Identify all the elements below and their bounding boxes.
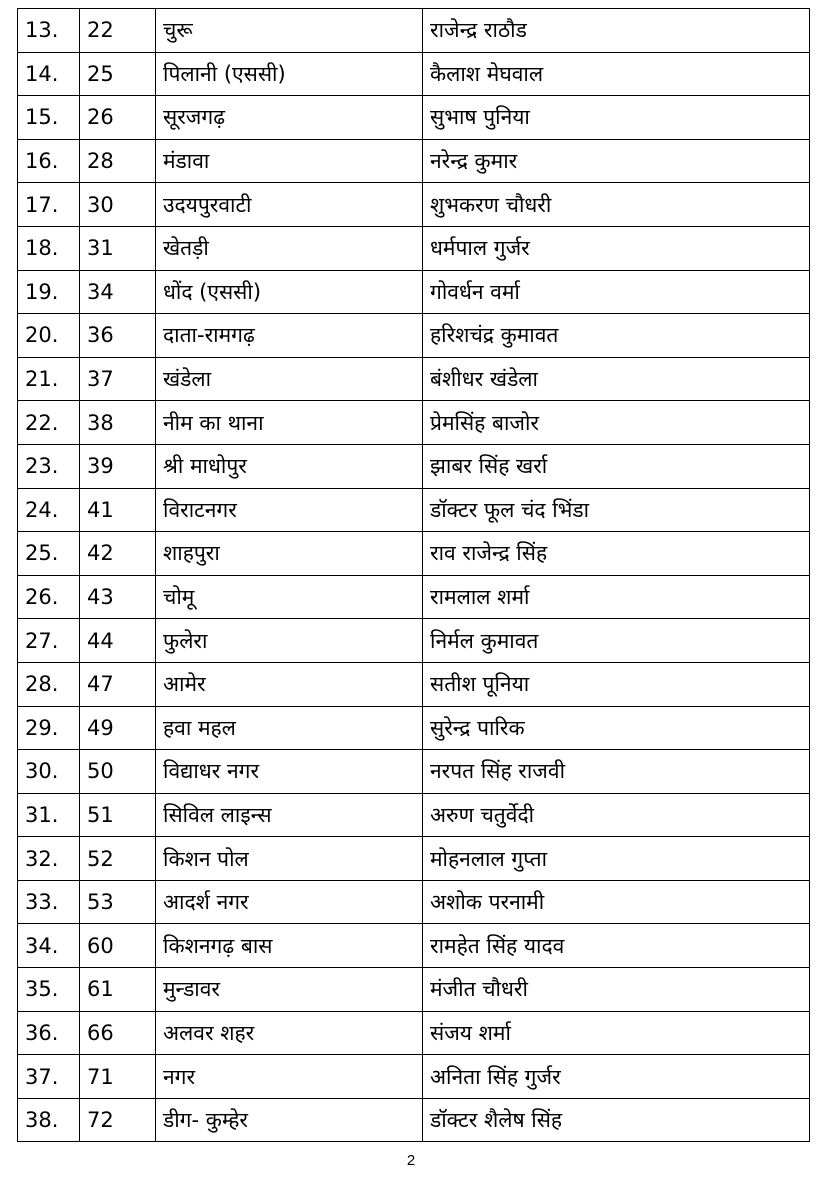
constituency-code-cell: 41	[80, 488, 156, 532]
candidate-name-cell: अशोक परनामी	[423, 880, 810, 924]
constituency-name-cell: फुलेरा	[156, 619, 423, 663]
serial-number-cell: 23.	[18, 444, 80, 488]
candidate-table-body	[18, 9, 810, 1142]
candidate-name-cell: मंजीत चौधरी	[423, 968, 810, 1012]
constituency-code-cell: 42	[80, 532, 156, 576]
table-row	[18, 52, 810, 96]
serial-number-cell: 13.	[18, 9, 80, 53]
constituency-name-cell: आदर्श नगर	[156, 880, 423, 924]
constituency-code-cell: 26	[80, 96, 156, 140]
serial-number-cell: 14.	[18, 52, 80, 96]
candidate-name-cell: राजेन्द्र राठौड	[423, 9, 810, 53]
table-row	[18, 575, 810, 619]
serial-number-cell: 33.	[18, 880, 80, 924]
constituency-name-cell: शाहपुरा	[156, 532, 423, 576]
table-row	[18, 444, 810, 488]
serial-number-cell: 16.	[18, 139, 80, 183]
constituency-name-cell: मंडावा	[156, 139, 423, 183]
candidate-name-cell: नरपत सिंह राजवी	[423, 750, 810, 794]
constituency-name-cell: दाता-रामगढ़	[156, 314, 423, 358]
candidate-name-cell: डॉक्टर शैलेष सिंह	[423, 1098, 810, 1142]
constituency-name-cell: खेतड़ी	[156, 226, 423, 270]
table-row	[18, 226, 810, 270]
table-row	[18, 837, 810, 881]
constituency-name-cell: चोमू	[156, 575, 423, 619]
candidate-name-cell: सतीश पूनिया	[423, 662, 810, 706]
serial-number-cell: 22.	[18, 401, 80, 445]
constituency-code-cell: 38	[80, 401, 156, 445]
serial-number-cell: 38.	[18, 1098, 80, 1142]
serial-number-cell: 31.	[18, 793, 80, 837]
constituency-code-cell: 22	[80, 9, 156, 53]
serial-number-cell: 18.	[18, 226, 80, 270]
candidate-name-cell: शुभकरण चौधरी	[423, 183, 810, 227]
constituency-name-cell: खंडेला	[156, 357, 423, 401]
candidate-name-cell: बंशीधर खंडेला	[423, 357, 810, 401]
serial-number-cell: 15.	[18, 96, 80, 140]
table-row	[18, 706, 810, 750]
constituency-name-cell: विद्याधर नगर	[156, 750, 423, 794]
serial-number-cell: 36.	[18, 1011, 80, 1055]
serial-number-cell: 25.	[18, 532, 80, 576]
serial-number-cell: 35.	[18, 968, 80, 1012]
constituency-code-cell: 66	[80, 1011, 156, 1055]
constituency-name-cell: सूरजगढ़	[156, 96, 423, 140]
table-row	[18, 750, 810, 794]
constituency-name-cell: अलवर शहर	[156, 1011, 423, 1055]
table-row	[18, 401, 810, 445]
constituency-name-cell: धोंद (एससी)	[156, 270, 423, 314]
table-row	[18, 532, 810, 576]
constituency-name-cell: नगर	[156, 1055, 423, 1099]
candidate-name-cell: सुभाष पुनिया	[423, 96, 810, 140]
candidate-name-cell: धर्मपाल गुर्जर	[423, 226, 810, 270]
table-row	[18, 314, 810, 358]
table-row	[18, 1098, 810, 1142]
constituency-code-cell: 28	[80, 139, 156, 183]
table-row	[18, 619, 810, 663]
serial-number-cell: 32.	[18, 837, 80, 881]
candidate-name-cell: रामलाल शर्मा	[423, 575, 810, 619]
serial-number-cell: 28.	[18, 662, 80, 706]
constituency-name-cell: नीम का थाना	[156, 401, 423, 445]
candidate-name-cell: राव राजेन्द्र सिंह	[423, 532, 810, 576]
page-number: 2	[406, 1152, 416, 1169]
constituency-code-cell: 61	[80, 968, 156, 1012]
constituency-code-cell: 72	[80, 1098, 156, 1142]
constituency-name-cell: डीग- कुम्हेर	[156, 1098, 423, 1142]
constituency-code-cell: 39	[80, 444, 156, 488]
serial-number-cell: 30.	[18, 750, 80, 794]
constituency-name-cell: किशन पोल	[156, 837, 423, 881]
serial-number-cell: 17.	[18, 183, 80, 227]
constituency-name-cell: उदयपुरवाटी	[156, 183, 423, 227]
constituency-name-cell: मुन्डावर	[156, 968, 423, 1012]
candidate-name-cell: रामहेत सिंह यादव	[423, 924, 810, 968]
constituency-name-cell: हवा महल	[156, 706, 423, 750]
table-row	[18, 924, 810, 968]
table-row	[18, 488, 810, 532]
constituency-code-cell: 34	[80, 270, 156, 314]
table-row	[18, 357, 810, 401]
candidate-name-cell: संजय शर्मा	[423, 1011, 810, 1055]
table-row	[18, 270, 810, 314]
constituency-code-cell: 25	[80, 52, 156, 96]
serial-number-cell: 26.	[18, 575, 80, 619]
candidate-name-cell: अरुण चतुर्वेदी	[423, 793, 810, 837]
candidate-name-cell: निर्मल कुमावत	[423, 619, 810, 663]
candidate-name-cell: डॉक्टर फूल चंद भिंडा	[423, 488, 810, 532]
constituency-code-cell: 71	[80, 1055, 156, 1099]
constituency-code-cell: 44	[80, 619, 156, 663]
table-row	[18, 139, 810, 183]
serial-number-cell: 21.	[18, 357, 80, 401]
table-row	[18, 1011, 810, 1055]
candidate-name-cell: झाबर सिंह खर्रा	[423, 444, 810, 488]
serial-number-cell: 20.	[18, 314, 80, 358]
table-row	[18, 662, 810, 706]
serial-number-cell: 19.	[18, 270, 80, 314]
serial-number-cell: 37.	[18, 1055, 80, 1099]
table-row	[18, 96, 810, 140]
serial-number-cell: 24.	[18, 488, 80, 532]
constituency-name-cell: किशनगढ़ बास	[156, 924, 423, 968]
serial-number-cell: 34.	[18, 924, 80, 968]
serial-number-cell: 29.	[18, 706, 80, 750]
constituency-code-cell: 51	[80, 793, 156, 837]
constituency-code-cell: 50	[80, 750, 156, 794]
constituency-code-cell: 37	[80, 357, 156, 401]
candidate-name-cell: सुरेन्द्र पारिक	[423, 706, 810, 750]
table-row	[18, 968, 810, 1012]
candidate-name-cell: प्रेमसिंह बाजोर	[423, 401, 810, 445]
constituency-name-cell: सिविल लाइन्स	[156, 793, 423, 837]
table-row	[18, 183, 810, 227]
constituency-name-cell: चुरू	[156, 9, 423, 53]
constituency-code-cell: 53	[80, 880, 156, 924]
candidate-name-cell: नरेन्द्र कुमार	[423, 139, 810, 183]
constituency-name-cell: विराटनगर	[156, 488, 423, 532]
candidate-name-cell: मोहनलाल गुप्ता	[423, 837, 810, 881]
constituency-name-cell: पिलानी (एससी)	[156, 52, 423, 96]
candidate-name-cell: कैलाश मेघवाल	[423, 52, 810, 96]
constituency-code-cell: 30	[80, 183, 156, 227]
table-row	[18, 9, 810, 53]
constituency-name-cell: आमेर	[156, 662, 423, 706]
candidate-name-cell: गोवर्धन वर्मा	[423, 270, 810, 314]
constituency-code-cell: 47	[80, 662, 156, 706]
table-row	[18, 1055, 810, 1099]
candidate-list-table	[17, 8, 810, 1142]
constituency-name-cell: श्री माधोपुर	[156, 444, 423, 488]
table-row	[18, 880, 810, 924]
table-row	[18, 793, 810, 837]
serial-number-cell: 27.	[18, 619, 80, 663]
constituency-code-cell: 31	[80, 226, 156, 270]
constituency-code-cell: 52	[80, 837, 156, 881]
constituency-code-cell: 43	[80, 575, 156, 619]
candidate-name-cell: हरिशचंद्र कुमावत	[423, 314, 810, 358]
constituency-code-cell: 49	[80, 706, 156, 750]
constituency-code-cell: 60	[80, 924, 156, 968]
constituency-code-cell: 36	[80, 314, 156, 358]
candidate-name-cell: अनिता सिंह गुर्जर	[423, 1055, 810, 1099]
